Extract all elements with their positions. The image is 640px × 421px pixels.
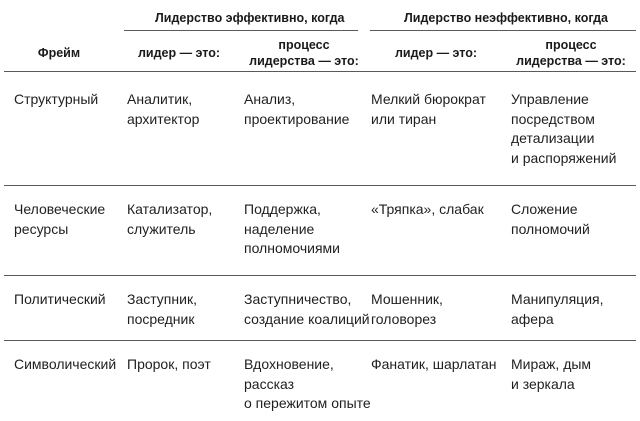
row-3-eff-leader: Заступник, посредник	[127, 291, 197, 327]
row-divider	[4, 340, 636, 341]
row-divider	[4, 185, 636, 186]
row-4-frame: Символический	[14, 356, 117, 372]
column-header-eff-process: процесс лидерства — это:	[249, 38, 359, 68]
header-divider	[4, 71, 636, 72]
column-header-frame: Фрейм	[37, 46, 81, 60]
row-1-eff-process: Анализ, проектирование	[244, 91, 350, 127]
row-4-eff-leader: Пророк, поэт	[127, 356, 211, 372]
row-1-eff-leader: Аналитик, архитектор	[127, 91, 200, 127]
row-1-frame: Структурный	[14, 91, 99, 107]
row-3-frame: Политический	[14, 291, 106, 307]
group-header-ineffective: Лидерство неэффективно, когда	[404, 11, 608, 25]
row-2-eff-leader: Катализатор, служитель	[127, 201, 213, 237]
row-1-ineff-leader: Мелкий бюрократ или тиран	[371, 91, 486, 127]
row-2-ineff-leader: «Тряпка», слабак	[371, 201, 484, 217]
group-underline-effective	[124, 30, 358, 31]
group-header-effective: Лидерство эффективно, когда	[155, 11, 345, 25]
row-divider	[4, 275, 636, 276]
group-underline-ineffective	[370, 30, 636, 31]
row-2-eff-process: Поддержка, наделение полномочиями	[244, 201, 340, 256]
row-2-ineff-process: Сложение полномочий	[511, 201, 590, 237]
row-4-ineff-leader: Фанатик, шарлатан	[371, 356, 497, 372]
row-4-ineff-process: Мираж, дым и зеркала	[511, 356, 592, 392]
row-1-ineff-process: Управление посредством детализации и распоряжений	[511, 91, 617, 166]
column-header-ineff-leader: лидер — это:	[394, 46, 478, 60]
row-3-ineff-leader: Мошенник, головорез	[371, 291, 443, 327]
row-3-ineff-process: Манипуляция, афера	[511, 291, 604, 327]
column-header-eff-leader: лидер — это:	[137, 46, 221, 60]
row-2-frame: Человеческие ресурсы	[14, 201, 106, 237]
column-header-ineff-process: процесс лидерства — это:	[516, 38, 626, 68]
row-4-eff-process: Вдохновение, рассказ о пережитом опыте	[244, 356, 371, 411]
row-3-eff-process: Заступничество, создание коалиций	[244, 291, 370, 327]
